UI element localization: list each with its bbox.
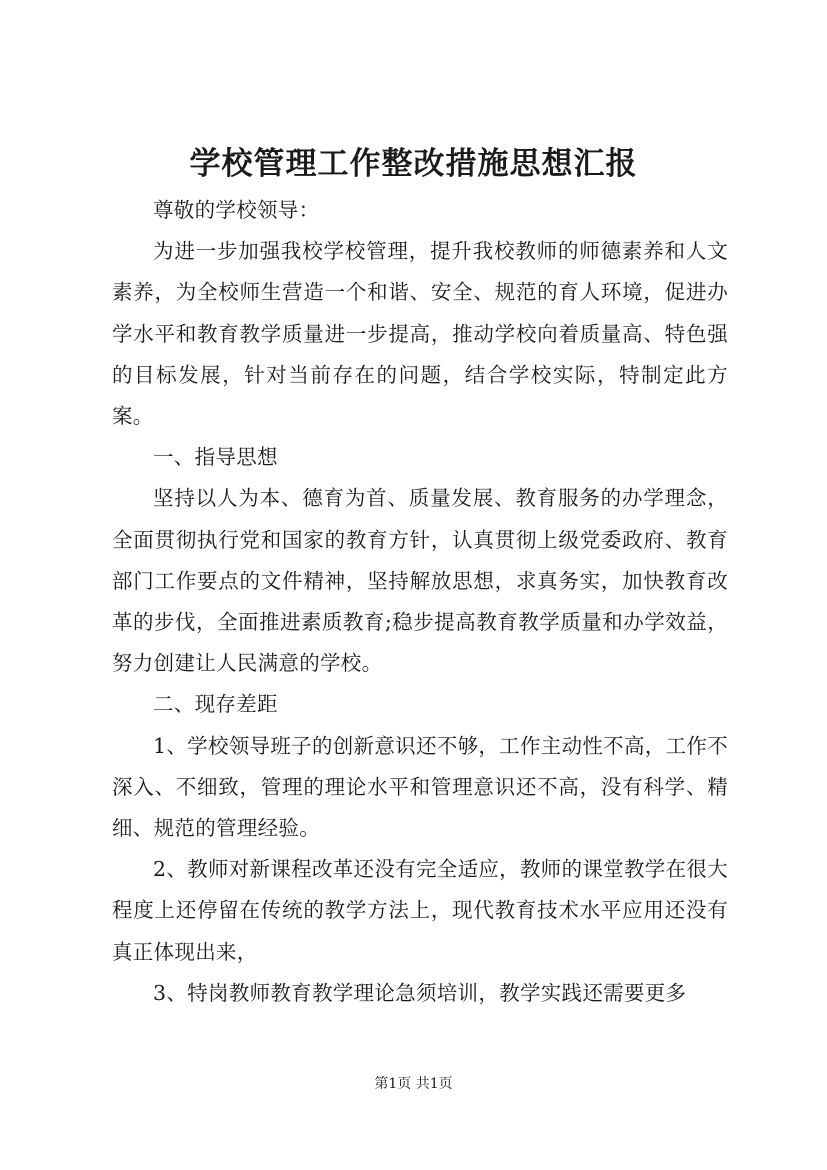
gap-item-1: 1、学校领导班子的创新意识还不够，工作主动性不高，工作不深入、不细致，管理的理论水平和管理意识还不高，没有科学、精细、规范的管理经验。 — [112, 733, 728, 841]
gap-item-2: 2、教师对新课程改革还没有完全适应，教师的课堂教学在很大程度上还停留在传统的教学方法上，现代教育技术水平应用还没有真正体现出来， — [112, 857, 728, 964]
salutation-paragraph: 尊敬的学校领导： — [153, 198, 320, 222]
gap-item-3: 3、特岗教师教育教学理论急须培训，教学实践还需要更多 — [153, 980, 687, 1005]
section-heading-existing-gaps: 二、现存差距 — [153, 692, 278, 717]
document-body — [112, 190, 728, 1014]
section-heading-guiding-ideology: 一、指导思想 — [153, 445, 278, 470]
document-title: 学校管理工作整改措施思想汇报 — [189, 146, 638, 182]
page-footer: 第1页 共1页 — [374, 1076, 453, 1092]
intro-paragraph: 为进一步加强我校学校管理，提升我校教师的师德素养和人文素养，为全校师生营造一个和谐、安全、规范的育人环境，促进办学水平和教育教学质量进一步提高，推动学校向着质量高、特色强的目标发展，针对当前存在的问题，结合学校实际，特制定此方案。 — [112, 239, 728, 429]
guiding-ideology-paragraph: 坚持以人为本、德育为首、质量发展、教育服务的办学理念，全面贯彻执行党和国家的教育方针，认真贯彻上级党委政府、教育部门工作要点的文件精神，坚持解放思想，求真务实，加快教育改革的步伐，全面推进素质教育;稳步提高教育教学质量和办学效益，努力创建让人民满意的学校。 — [112, 486, 728, 676]
